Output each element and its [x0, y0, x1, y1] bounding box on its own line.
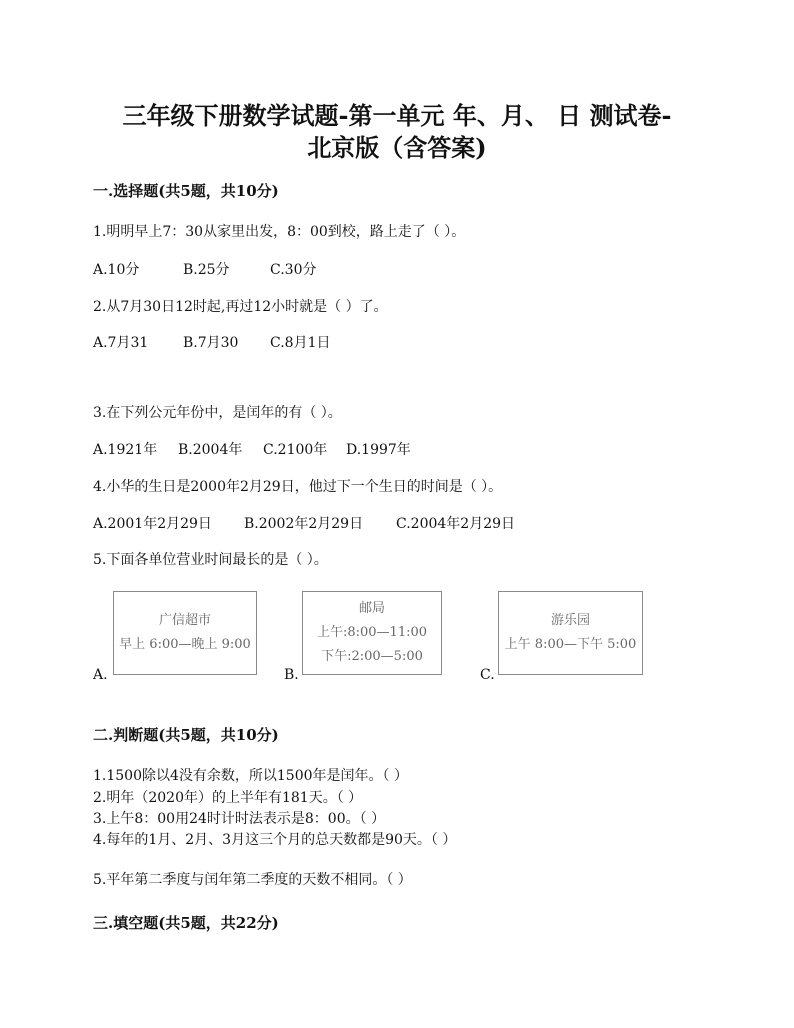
question-2: 2.从7月30日12时起,再过12小时就是（ ）了。	[93, 299, 388, 315]
q4-option-a: A.2001年2月29日	[93, 516, 212, 532]
question-4: 4.小华的生日是2000年2月29日，他过下一个生日的时间是（ ）。	[93, 479, 503, 495]
judgement-item-3: 3.上午8：00用24时计时法表示是8：00。（ ）	[93, 811, 386, 827]
q1-option-a: A.10分	[93, 262, 140, 278]
judgement-item-1: 1.1500除以4没有余数，所以1500年是闰年。（ ）	[93, 768, 408, 784]
box-b-title: 邮局	[358, 601, 385, 616]
business-hours-box-c	[498, 591, 643, 675]
page-title-line2: 北京版（含答案)	[307, 133, 487, 162]
q3-option-b: B.2004年	[178, 442, 243, 458]
q1-option-b: B.25分	[183, 262, 230, 278]
box-a-label: A.	[93, 667, 108, 683]
section-heading-judgement: 二.判断题(共5题，共10分)	[93, 726, 279, 744]
q3-option-d: D.1997年	[346, 442, 411, 458]
box-b-label: B.	[284, 667, 299, 683]
q2-option-b: B.7月30	[183, 335, 239, 351]
question-3: 3.在下列公元年份中，是闰年的有（ ）。	[93, 405, 342, 421]
q1-option-c: C.30分	[270, 262, 317, 278]
box-b-hours-morning: 上午:8:00—11:00	[316, 625, 428, 640]
business-hours-box-b	[302, 591, 442, 675]
section-heading-choice: 一.选择题(共5题，共10分)	[93, 182, 279, 200]
question-5: 5.下面各单位营业时间最长的是（ ）。	[93, 552, 328, 568]
business-hours-box-a	[113, 591, 257, 675]
box-c-label: C.	[480, 667, 495, 683]
page-title-line1: 三年级下册数学试题-第一单元 年、月、 日 测试卷-	[122, 101, 672, 130]
box-b-hours-afternoon: 下午:2:00—5:00	[321, 649, 423, 664]
q3-option-c: C.2100年	[263, 442, 328, 458]
box-a-hours: 早上 6:00—晚上 9:00	[119, 637, 251, 652]
question-1: 1.明明早上7：30从家里出发，8：00到校，路上走了（ ）。	[93, 224, 466, 240]
judgement-item-5: 5.平年第二季度与闰年第二季度的天数不相同。（ ）	[93, 872, 412, 888]
box-c-title: 游乐园	[550, 613, 590, 628]
q4-option-c: C.2004年2月29日	[396, 516, 516, 532]
judgement-item-2: 2.明年（2020年）的上半年有181天。（ ）	[93, 790, 363, 806]
judgement-item-4: 4.每年的1月、2月、3月这三个月的总天数都是90天。（ ）	[93, 832, 457, 848]
q4-option-b: B.2002年2月29日	[244, 516, 364, 532]
q3-option-a: A.1921年	[93, 442, 158, 458]
q2-option-c: C.8月1日	[270, 335, 331, 351]
q2-option-a: A.7月31	[93, 335, 149, 351]
box-a-title: 广信超市	[158, 613, 211, 628]
box-c-hours: 上午 8:00—下午 5:00	[504, 637, 637, 652]
section-heading-fill-in: 三.填空题(共5题，共22分)	[93, 914, 279, 932]
